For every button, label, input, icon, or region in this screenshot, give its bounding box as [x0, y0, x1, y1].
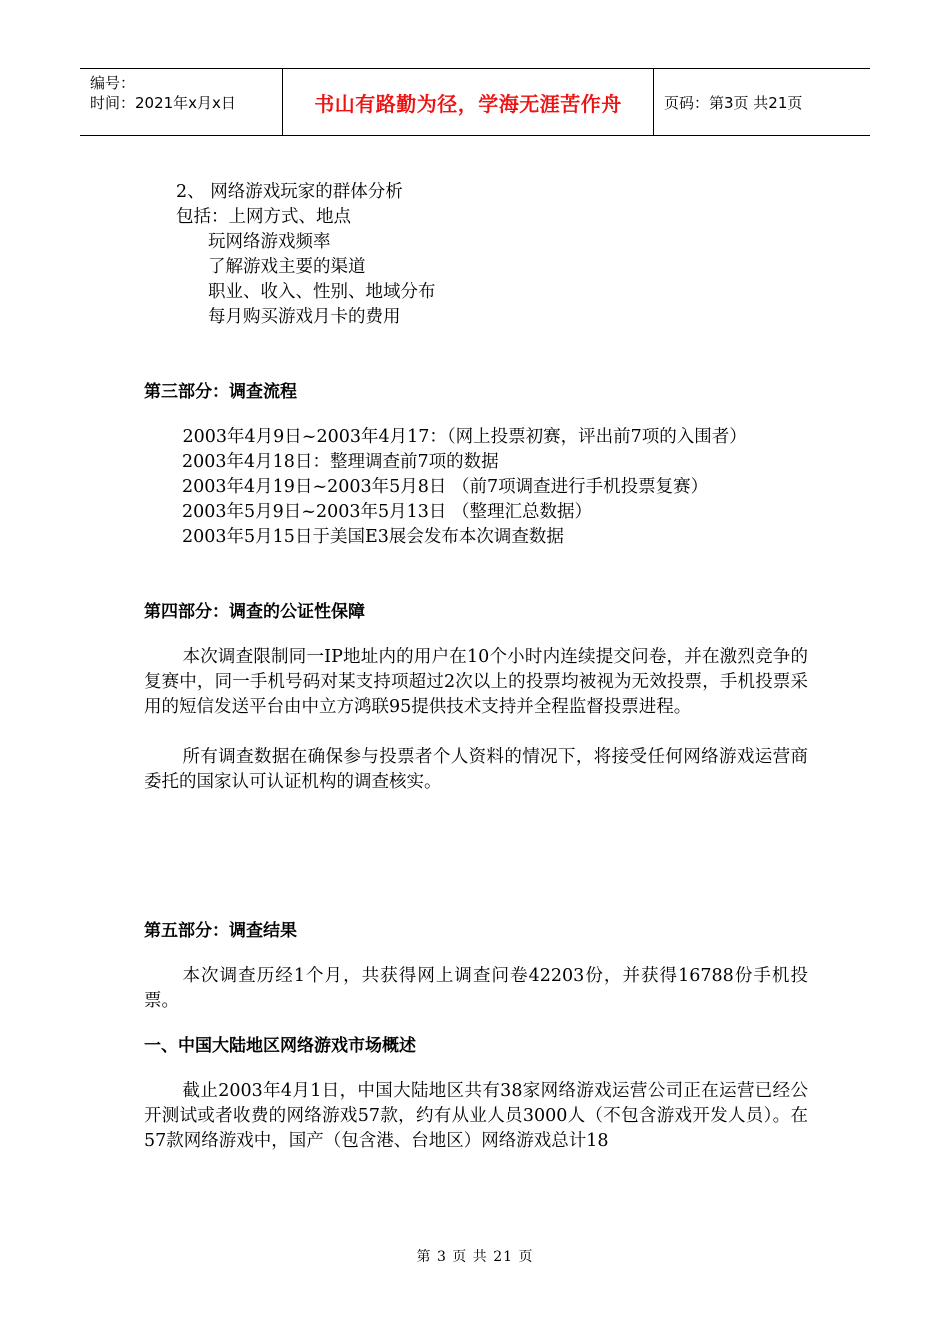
sub1-heading: 一、中国大陆地区网络游戏市场概述 [144, 1036, 416, 1056]
sub-item: 职业、收入、性别、地域分布 [208, 282, 436, 302]
part3-heading: 第三部分：调查流程 [144, 382, 297, 402]
document-time-label: 时间：2021年x月x日 [90, 94, 236, 112]
include-line: 包括：上网方式、地点 [176, 207, 351, 227]
timeline-item: 2003年4月18日：整理调查前7项的数据 [182, 452, 499, 472]
page-header [80, 68, 870, 136]
document-body [144, 180, 808, 1154]
header-page-cell [654, 69, 870, 135]
sub1-paragraph: 截止2003年4月1日，中国大陆地区共有38家网络游戏运营公司正在运营已经公开测试或者收费的网络游戏57款，约有从业人员3000人（不包含游戏开发人员）。在57款网络游戏中，国产（包含港、台地区）网络游戏总计18 [144, 1081, 808, 1151]
part4-paragraph-2: 所有调查数据在确保参与投票者个人资料的情况下，将接受任何网络游戏运营商委托的国家认可认证机构的调查核实。 [144, 747, 808, 792]
timeline-item: 2003年4月9日~2003年4月17：（网上投票初赛，评出前7项的入围者） [182, 427, 747, 447]
part5-paragraph: 本次调查历经1个月，共获得网上调查问卷42203份，并获得16788份手机投票。 [144, 966, 808, 1011]
sub-item: 了解游戏主要的渠道 [208, 257, 366, 277]
sub-item: 每月购买游戏月卡的费用 [208, 307, 401, 327]
timeline-item: 2003年5月9日~2003年5月13日 （整理汇总数据） [182, 502, 592, 522]
header-motto: 书山有路勤为径，学海无涯苦作舟 [314, 91, 622, 116]
page-footer: 第 3 页 共 21 页 [416, 1249, 534, 1265]
part4-paragraph-1: 本次调查限制同一IP地址内的用户在10个小时内连续提交问卷，并在激烈竞争的复赛中，同一手机号码对某支持项超过2次以上的投票均被视为无效投票，手机投票采用的短信发送平台由中立方鸿联95提供技术支持并全程监督投票进程。 [144, 647, 808, 717]
sub-item: 玩网络游戏频率 [208, 232, 331, 252]
header-motto-cell [283, 69, 654, 135]
part4-heading: 第四部分：调查的公证性保障 [144, 602, 365, 622]
timeline-item: 2003年5月15日于美国E3展会发布本次调查数据 [182, 527, 564, 547]
part2-title: 2、 网络游戏玩家的群体分析 [176, 182, 403, 202]
header-meta-cell [80, 69, 283, 135]
document-number-label: 编号： [90, 74, 136, 92]
part5-heading: 第五部分：调查结果 [144, 921, 297, 941]
timeline-item: 2003年4月19日~2003年5月8日 （前7项调查进行手机投票复赛） [182, 477, 709, 497]
header-page-info: 页码：第3页 共21页 [664, 93, 803, 112]
